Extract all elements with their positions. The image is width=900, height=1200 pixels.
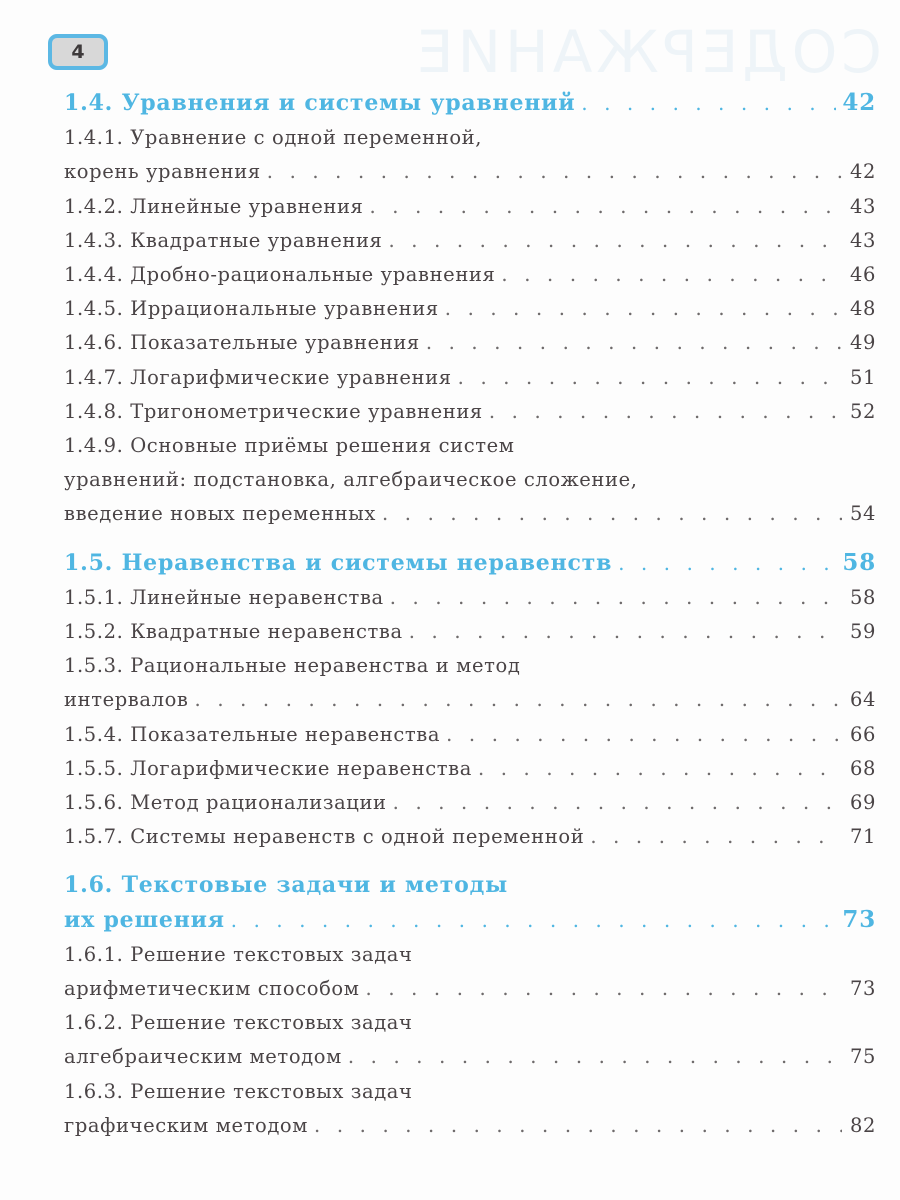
bleed-through-title: СОДЕРЖАНИЕ bbox=[413, 18, 882, 86]
toc-heading[interactable] bbox=[64, 546, 876, 581]
toc-item[interactable] bbox=[64, 786, 876, 820]
item-title: интервалов bbox=[64, 688, 189, 712]
page-ref: 58 bbox=[849, 585, 876, 609]
dot-leader bbox=[382, 497, 842, 531]
item-title: 1.5.5. Логарифмические неравенства bbox=[64, 756, 472, 780]
dot-leader bbox=[366, 972, 842, 1006]
toc-item-line[interactable]: 1.5.3. Рациональные неравенства и метод bbox=[64, 654, 521, 678]
item-title: 1.4.3. Квадратные уравнения bbox=[64, 228, 383, 252]
page-ref: 46 bbox=[849, 263, 876, 287]
toc-section-1-4 bbox=[64, 86, 876, 532]
item-title: графическим методом bbox=[64, 1113, 309, 1137]
page-ref: 51 bbox=[849, 365, 876, 389]
dot-leader bbox=[581, 87, 836, 121]
dot-leader bbox=[501, 258, 842, 292]
item-title: 1.4.8. Тригонометрические уравнения bbox=[64, 399, 483, 423]
page-number-badge: 4 bbox=[48, 34, 108, 70]
toc-item[interactable] bbox=[64, 581, 876, 615]
heading-title: 1.5. Неравенства и системы неравенств bbox=[64, 549, 613, 576]
dot-leader bbox=[267, 155, 842, 189]
toc-section-1-6 bbox=[64, 868, 876, 1143]
item-title: 1.5.7. Системы неравенств с одной переменной bbox=[64, 825, 585, 849]
dot-leader bbox=[195, 683, 842, 717]
page-ref: 48 bbox=[849, 297, 876, 321]
page-ref: 82 bbox=[849, 1113, 876, 1137]
item-title: 1.5.2. Квадратные неравенства bbox=[64, 620, 403, 644]
item-title: 1.5.1. Линейные неравенства bbox=[64, 585, 384, 609]
toc-item-line[interactable]: 1.6.1. Решение текстовых задач bbox=[64, 942, 413, 966]
dot-leader bbox=[458, 361, 842, 395]
page-ref: 71 bbox=[849, 825, 876, 849]
toc-item-line[interactable]: уравнений: подстановка, алгебраическое сложение, bbox=[64, 468, 638, 492]
page-ref: 49 bbox=[849, 331, 876, 355]
toc-item[interactable] bbox=[64, 292, 876, 326]
dot-leader bbox=[388, 224, 842, 258]
toc-item[interactable] bbox=[64, 497, 876, 531]
page-ref: 64 bbox=[849, 688, 876, 712]
item-title: алгебраическим методом bbox=[64, 1045, 342, 1069]
heading-title: их решения bbox=[64, 906, 225, 933]
toc-item[interactable] bbox=[64, 615, 876, 649]
toc-item[interactable] bbox=[64, 361, 876, 395]
heading-title: 1.4. Уравнения и системы уравнений bbox=[64, 90, 576, 116]
toc-item[interactable] bbox=[64, 972, 876, 1006]
dot-leader bbox=[393, 786, 842, 820]
toc-item[interactable] bbox=[64, 155, 876, 189]
page-ref: 54 bbox=[849, 502, 876, 526]
dot-leader bbox=[618, 547, 836, 581]
toc-heading[interactable] bbox=[64, 86, 876, 121]
dot-leader bbox=[489, 395, 842, 429]
toc-heading-line[interactable]: 1.6. Текстовые задачи и методы bbox=[64, 872, 508, 899]
toc-item[interactable] bbox=[64, 1109, 876, 1143]
page-ref: 52 bbox=[849, 399, 876, 423]
dot-leader bbox=[348, 1040, 842, 1074]
item-title: 1.5.4. Показательные неравенства bbox=[64, 722, 441, 746]
toc-section-1-5 bbox=[64, 546, 876, 855]
toc-item[interactable] bbox=[64, 1040, 876, 1074]
dot-leader bbox=[409, 615, 842, 649]
item-title: 1.4.2. Линейные уравнения bbox=[64, 194, 364, 218]
page-ref: 43 bbox=[849, 228, 876, 252]
page-ref: 59 bbox=[849, 620, 876, 644]
toc-item[interactable] bbox=[64, 820, 876, 854]
toc-item-line[interactable]: 1.4.9. Основные приёмы решения систем bbox=[64, 434, 515, 458]
toc-item-line[interactable]: 1.6.3. Решение текстовых задач bbox=[64, 1079, 413, 1103]
toc-item[interactable] bbox=[64, 752, 876, 786]
page-ref: 75 bbox=[849, 1045, 876, 1069]
page-ref: 66 bbox=[849, 722, 876, 746]
dot-leader bbox=[478, 752, 842, 786]
toc-item[interactable] bbox=[64, 190, 876, 224]
item-title: 1.4.4. Дробно-рациональные уравнения bbox=[64, 263, 496, 287]
dot-leader bbox=[590, 820, 842, 854]
toc-item-line[interactable]: 1.6.2. Решение текстовых задач bbox=[64, 1011, 413, 1035]
item-title: 1.4.6. Показательные уравнения bbox=[64, 331, 420, 355]
toc-item[interactable] bbox=[64, 683, 876, 717]
page-ref: 42 bbox=[849, 160, 876, 184]
page-ref: 58 bbox=[842, 548, 876, 576]
toc-item[interactable] bbox=[64, 224, 876, 258]
dot-leader bbox=[390, 581, 842, 615]
page-ref: 42 bbox=[842, 89, 876, 116]
item-title: введение новых переменных bbox=[64, 502, 376, 526]
page-ref: 68 bbox=[849, 756, 876, 780]
toc-item[interactable] bbox=[64, 395, 876, 429]
dot-leader bbox=[369, 190, 842, 224]
toc-heading[interactable] bbox=[64, 903, 876, 938]
table-of-contents bbox=[64, 86, 876, 1157]
toc-item[interactable] bbox=[64, 258, 876, 292]
toc-item-line[interactable]: 1.4.1. Уравнение с одной переменной, bbox=[64, 126, 483, 150]
item-title: арифметическим способом bbox=[64, 977, 360, 1001]
dot-leader bbox=[445, 292, 842, 326]
item-title: корень уравнения bbox=[64, 160, 261, 184]
item-title: 1.4.7. Логарифмические уравнения bbox=[64, 365, 452, 389]
page-ref: 43 bbox=[849, 194, 876, 218]
dot-leader bbox=[426, 326, 842, 360]
item-title: 1.4.5. Иррациональные уравнения bbox=[64, 297, 439, 321]
page-ref: 73 bbox=[842, 905, 876, 933]
dot-leader bbox=[314, 1109, 842, 1143]
dot-leader bbox=[231, 904, 837, 938]
page-ref: 73 bbox=[849, 977, 876, 1001]
toc-item[interactable] bbox=[64, 718, 876, 752]
page-ref: 69 bbox=[849, 791, 876, 815]
toc-item[interactable] bbox=[64, 326, 876, 360]
dot-leader bbox=[446, 718, 842, 752]
item-title: 1.5.6. Метод рационализации bbox=[64, 791, 387, 815]
